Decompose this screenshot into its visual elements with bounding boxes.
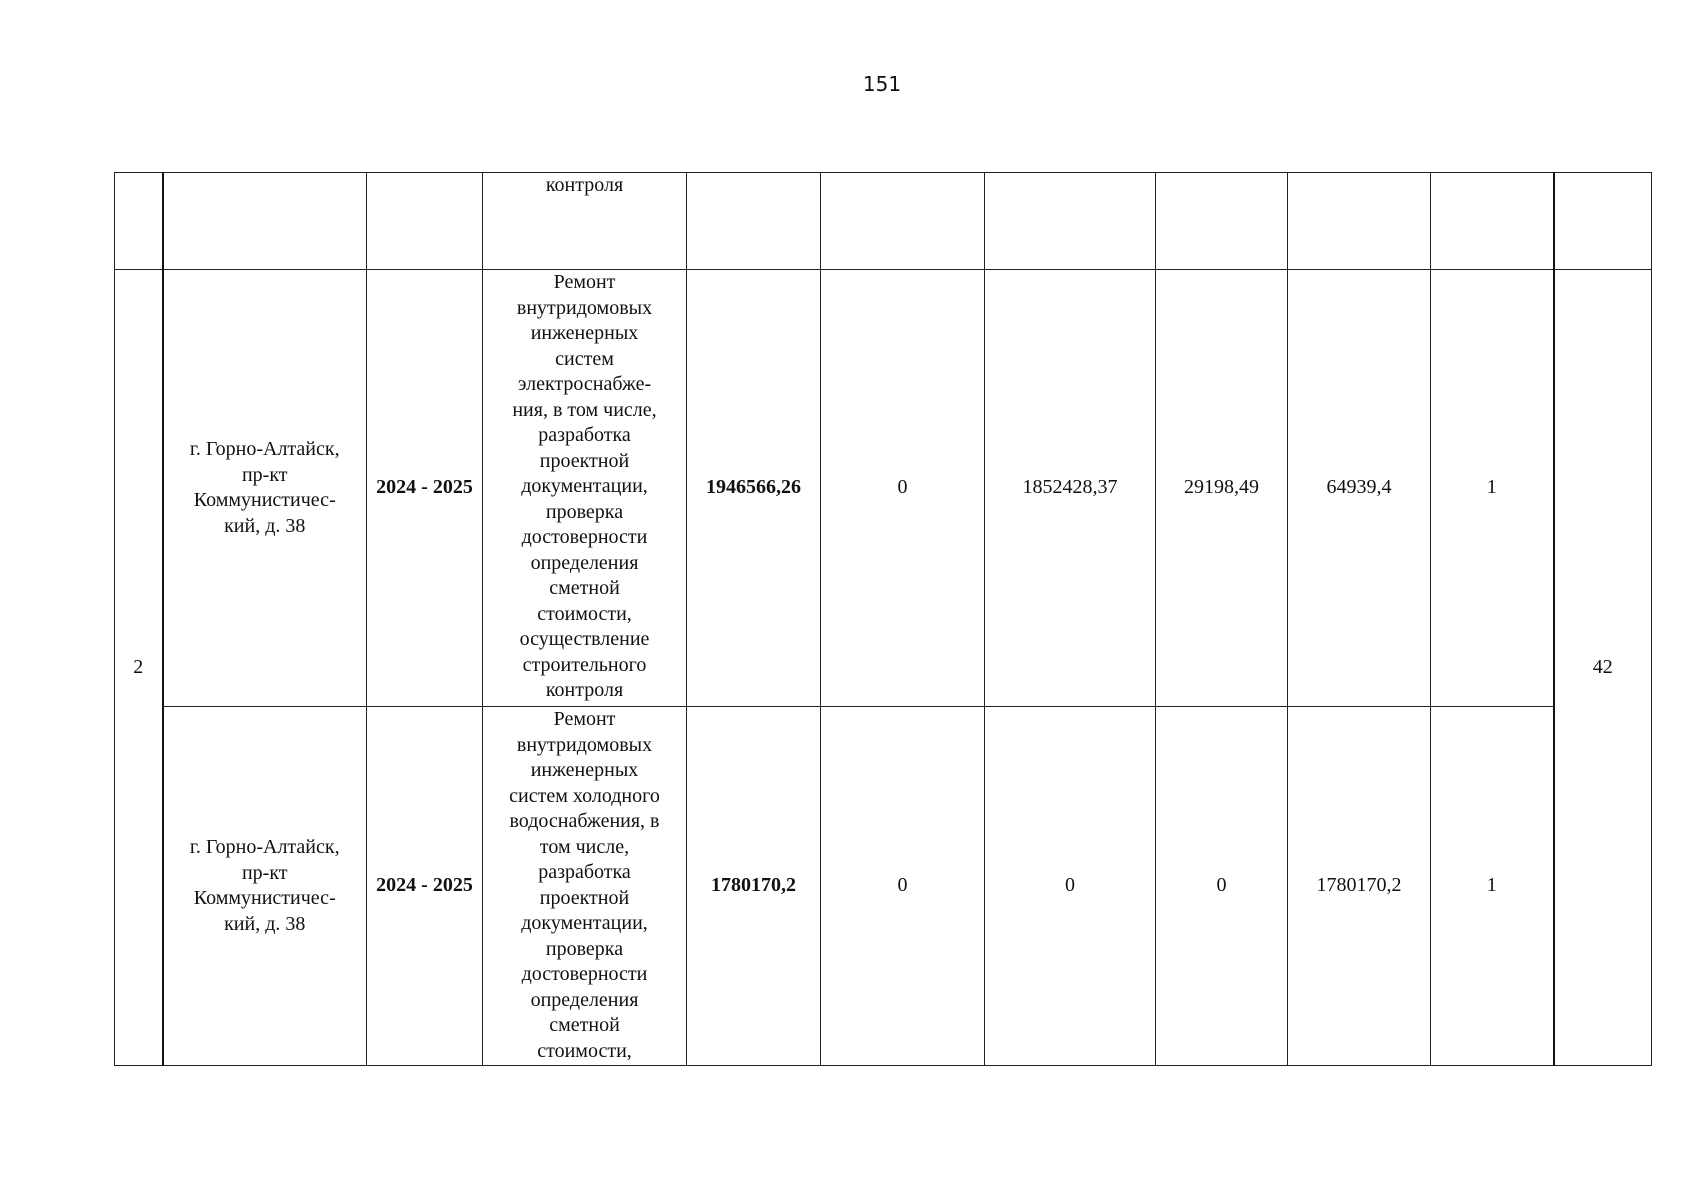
work-line: Ремонт [553, 708, 616, 730]
table-row [115, 270, 1652, 707]
address-cell [163, 707, 367, 1066]
work-line: документации, [521, 912, 648, 934]
budget-cell: 1852428,37 [985, 270, 1156, 707]
address-line: пр-кт [241, 463, 288, 486]
budget-cell [985, 173, 1156, 270]
work-line: систем холодного [509, 784, 660, 807]
continuation-row [115, 173, 1652, 270]
work-line: проектной [539, 449, 630, 472]
page-number: 151 [862, 72, 902, 96]
work-line: внутридомовых [516, 296, 653, 319]
work-line: сметной [549, 577, 620, 599]
years-cell: 2024 - 2025 [367, 707, 483, 1066]
work-line: том числе, [539, 835, 630, 858]
address-line: кий, д. 38 [224, 912, 306, 935]
address-cell [163, 173, 367, 270]
work-line: достоверности [521, 963, 648, 985]
total-cost-cell: 1780170,2 [687, 707, 821, 1066]
count-cell: 1 [1431, 707, 1554, 1066]
work-line: определения [530, 988, 639, 1011]
work-line: осуществление [519, 628, 650, 650]
table-row [115, 707, 1652, 1066]
local-budget-cell [1156, 173, 1288, 270]
repair-program-table [114, 172, 1652, 1066]
total-cost-cell [687, 173, 821, 270]
work-line: контроля [545, 679, 624, 701]
work-line: определения [530, 551, 639, 574]
years-cell: 2024 - 2025 [367, 270, 483, 707]
owners-funds-cell: 64939,4 [1288, 270, 1431, 707]
years-cell [367, 173, 483, 270]
work-line: стоимости, [537, 602, 632, 625]
work-line: разработка [538, 861, 631, 883]
work-line: водоснабжения, в [509, 810, 660, 832]
work-line: стоимости, [537, 1039, 632, 1062]
address-line: г. Горно-Алтайск, [189, 438, 340, 460]
work-line: сметной [549, 1014, 620, 1036]
group-number-cell: 2 [115, 270, 163, 1066]
work-type-cell [483, 707, 687, 1066]
budget-cell: 0 [985, 707, 1156, 1066]
work-line: инженерных [530, 322, 639, 344]
total-cost-cell: 1946566,26 [687, 270, 821, 707]
work-line: ния, в том числе, [512, 398, 657, 421]
work-line: внутридомовых [516, 733, 653, 756]
owners-funds-cell: 1780170,2 [1288, 707, 1431, 1066]
work-line: систем [555, 347, 614, 370]
work-line: инженерных [530, 759, 639, 781]
work-line: достоверности [521, 526, 648, 548]
fund-cell: 0 [821, 707, 985, 1066]
work-line: проектной [539, 886, 630, 909]
work-type-cell [483, 270, 687, 707]
work-line: Ремонт [553, 271, 616, 293]
local-budget-cell: 0 [1156, 707, 1288, 1066]
count-cell: 1 [1431, 270, 1554, 707]
number-cell [115, 173, 163, 270]
owners-funds-cell [1288, 173, 1431, 270]
address-line: Коммунистичес- [193, 887, 336, 909]
code-cell [1554, 173, 1652, 270]
work-type-cell: контроля [483, 173, 687, 270]
work-line: электроснабже- [517, 373, 652, 395]
work-line: проверка [545, 500, 624, 523]
address-line: кий, д. 38 [224, 514, 306, 537]
address-line: г. Горно-Алтайск, [189, 836, 340, 858]
work-line: разработка [538, 424, 631, 446]
address-line: Коммунистичес- [193, 489, 336, 511]
group-code-cell: 42 [1554, 270, 1652, 1066]
work-line: проверка [545, 937, 624, 960]
address-cell [163, 270, 367, 707]
work-line: строительного [522, 653, 647, 676]
count-cell [1431, 173, 1554, 270]
fund-cell: 0 [821, 270, 985, 707]
address-line: пр-кт [241, 861, 288, 884]
local-budget-cell: 29198,49 [1156, 270, 1288, 707]
work-line: документации, [521, 475, 648, 497]
fund-cell [821, 173, 985, 270]
